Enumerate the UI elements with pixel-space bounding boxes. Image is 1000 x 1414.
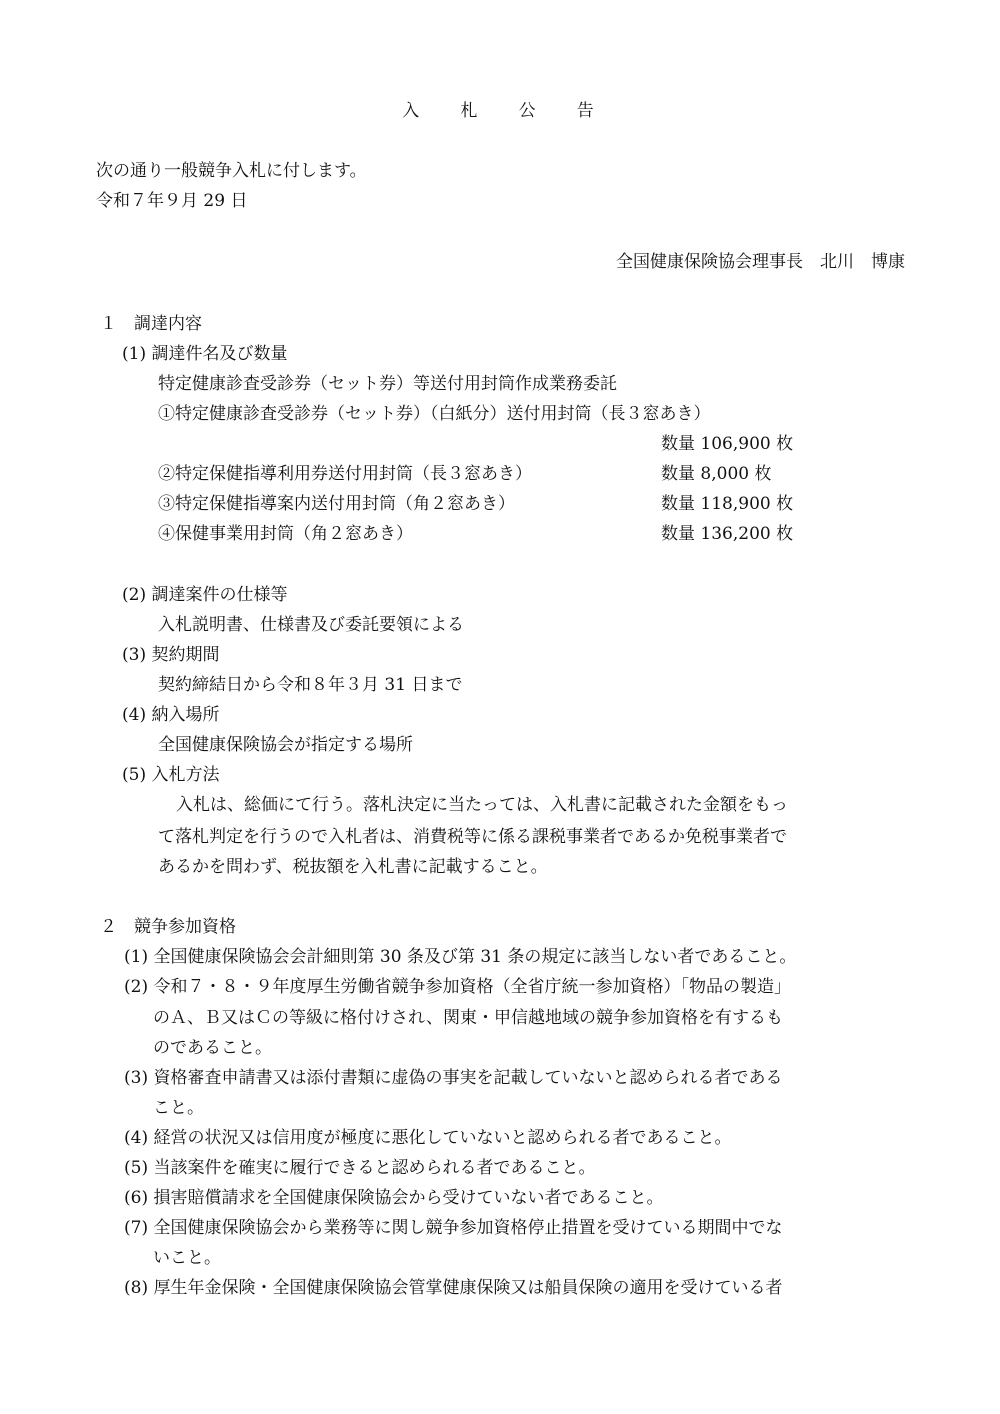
item-quantity: 数量 136,200 枚 — [661, 524, 794, 544]
item-quantity: 数量 118,900 枚 — [661, 494, 794, 514]
subsection-1-4-heading: (4) 納入場所 — [122, 705, 220, 725]
subsection-1-4-body: 全国健康保険協会が指定する場所 — [158, 735, 413, 755]
notice-date: 令和７年９月 29 日 — [96, 191, 248, 211]
qualification-line: のであること。 — [153, 1038, 272, 1058]
subsection-1-5-heading: (5) 入札方法 — [122, 765, 220, 785]
item-label: ③特定保健指導案内送付用封筒（角２窓あき） — [158, 494, 515, 514]
qualification-line: (4) 経営の状況又は信用度が極度に悪化していないと認められる者であること。 — [124, 1128, 732, 1148]
bidding-method-line: て落札判定を行うので入札者は、消費税等に係る課税事業者であるか免税事業者で — [158, 827, 787, 847]
qualification-line: (3) 資格審査申請書又は添付書類に虚偽の事実を記載していないと認められる者である — [124, 1068, 783, 1088]
item-quantity: 数量 106,900 枚 — [661, 434, 794, 454]
bidding-method-line: 入札は、総価にて行う。落札決定に当たっては、入札書に記載された金額をもっ — [176, 795, 788, 815]
section-2-heading: ２ 競争参加資格 — [100, 917, 236, 937]
qualification-line: のＡ、Ｂ又はＣの等級に格付けされ、関東・甲信越地域の競争参加資格を有するも — [153, 1008, 784, 1028]
section-1-heading: １ 調達内容 — [100, 314, 202, 334]
qualification-line: (1) 全国健康保険協会会計細則第 30 条及び第 31 条の規定に該当しない者であること。 — [124, 947, 797, 967]
item-label: ②特定保健指導利用券送付用封筒（長３窓あき） — [158, 464, 532, 484]
bidding-method-line: あるかを問わず、税抜額を入札書に記載すること。 — [158, 857, 548, 877]
qualification-line: いこと。 — [153, 1248, 221, 1268]
subsection-1-3-body: 契約締結日から令和８年３月 31 日まで — [158, 675, 463, 695]
document-title: 入 札 公 告 — [402, 101, 612, 121]
intro-text: 次の通り一般競争入札に付します。 — [96, 161, 367, 181]
qualification-line: (5) 当該案件を確実に履行できると認められる者であること。 — [124, 1158, 596, 1178]
procurement-subject: 特定健康診査受診券（セット券）等送付用封筒作成業務委託 — [158, 374, 617, 394]
item-quantity: 数量 8,000 枚 — [661, 464, 772, 484]
qualification-line: (6) 損害賠償請求を全国健康保険協会から受けていない者であること。 — [124, 1188, 664, 1208]
subsection-1-2-heading: (2) 調達案件の仕様等 — [122, 585, 288, 605]
subsection-1-2-body: 入札説明書、仕様書及び委託要領による — [158, 615, 464, 635]
qualification-line: こと。 — [153, 1098, 204, 1118]
subsection-1-3-heading: (3) 契約期間 — [122, 645, 220, 665]
item-label: ①特定健康診査受診券（セット券）（白紙分）送付用封筒（長３窓あき） — [158, 404, 711, 424]
issuer-name: 全国健康保険協会理事長 北川 博康 — [616, 252, 905, 272]
qualification-line: (2) 令和７・８・９年度厚生労働省競争参加資格（全省庁統一参加資格）「物品の製造」 — [124, 977, 791, 997]
subsection-1-1-heading: (1) 調達件名及び数量 — [122, 344, 288, 364]
item-label: ④保健事業用封筒（角２窓あき） — [158, 524, 413, 544]
qualification-line: (7) 全国健康保険協会から業務等に関し競争参加資格停止措置を受けている期間中でな — [124, 1218, 783, 1238]
qualification-line: (8) 厚生年金保険・全国健康保険協会管掌健康保険又は船員保険の適用を受けている者 — [124, 1278, 783, 1298]
